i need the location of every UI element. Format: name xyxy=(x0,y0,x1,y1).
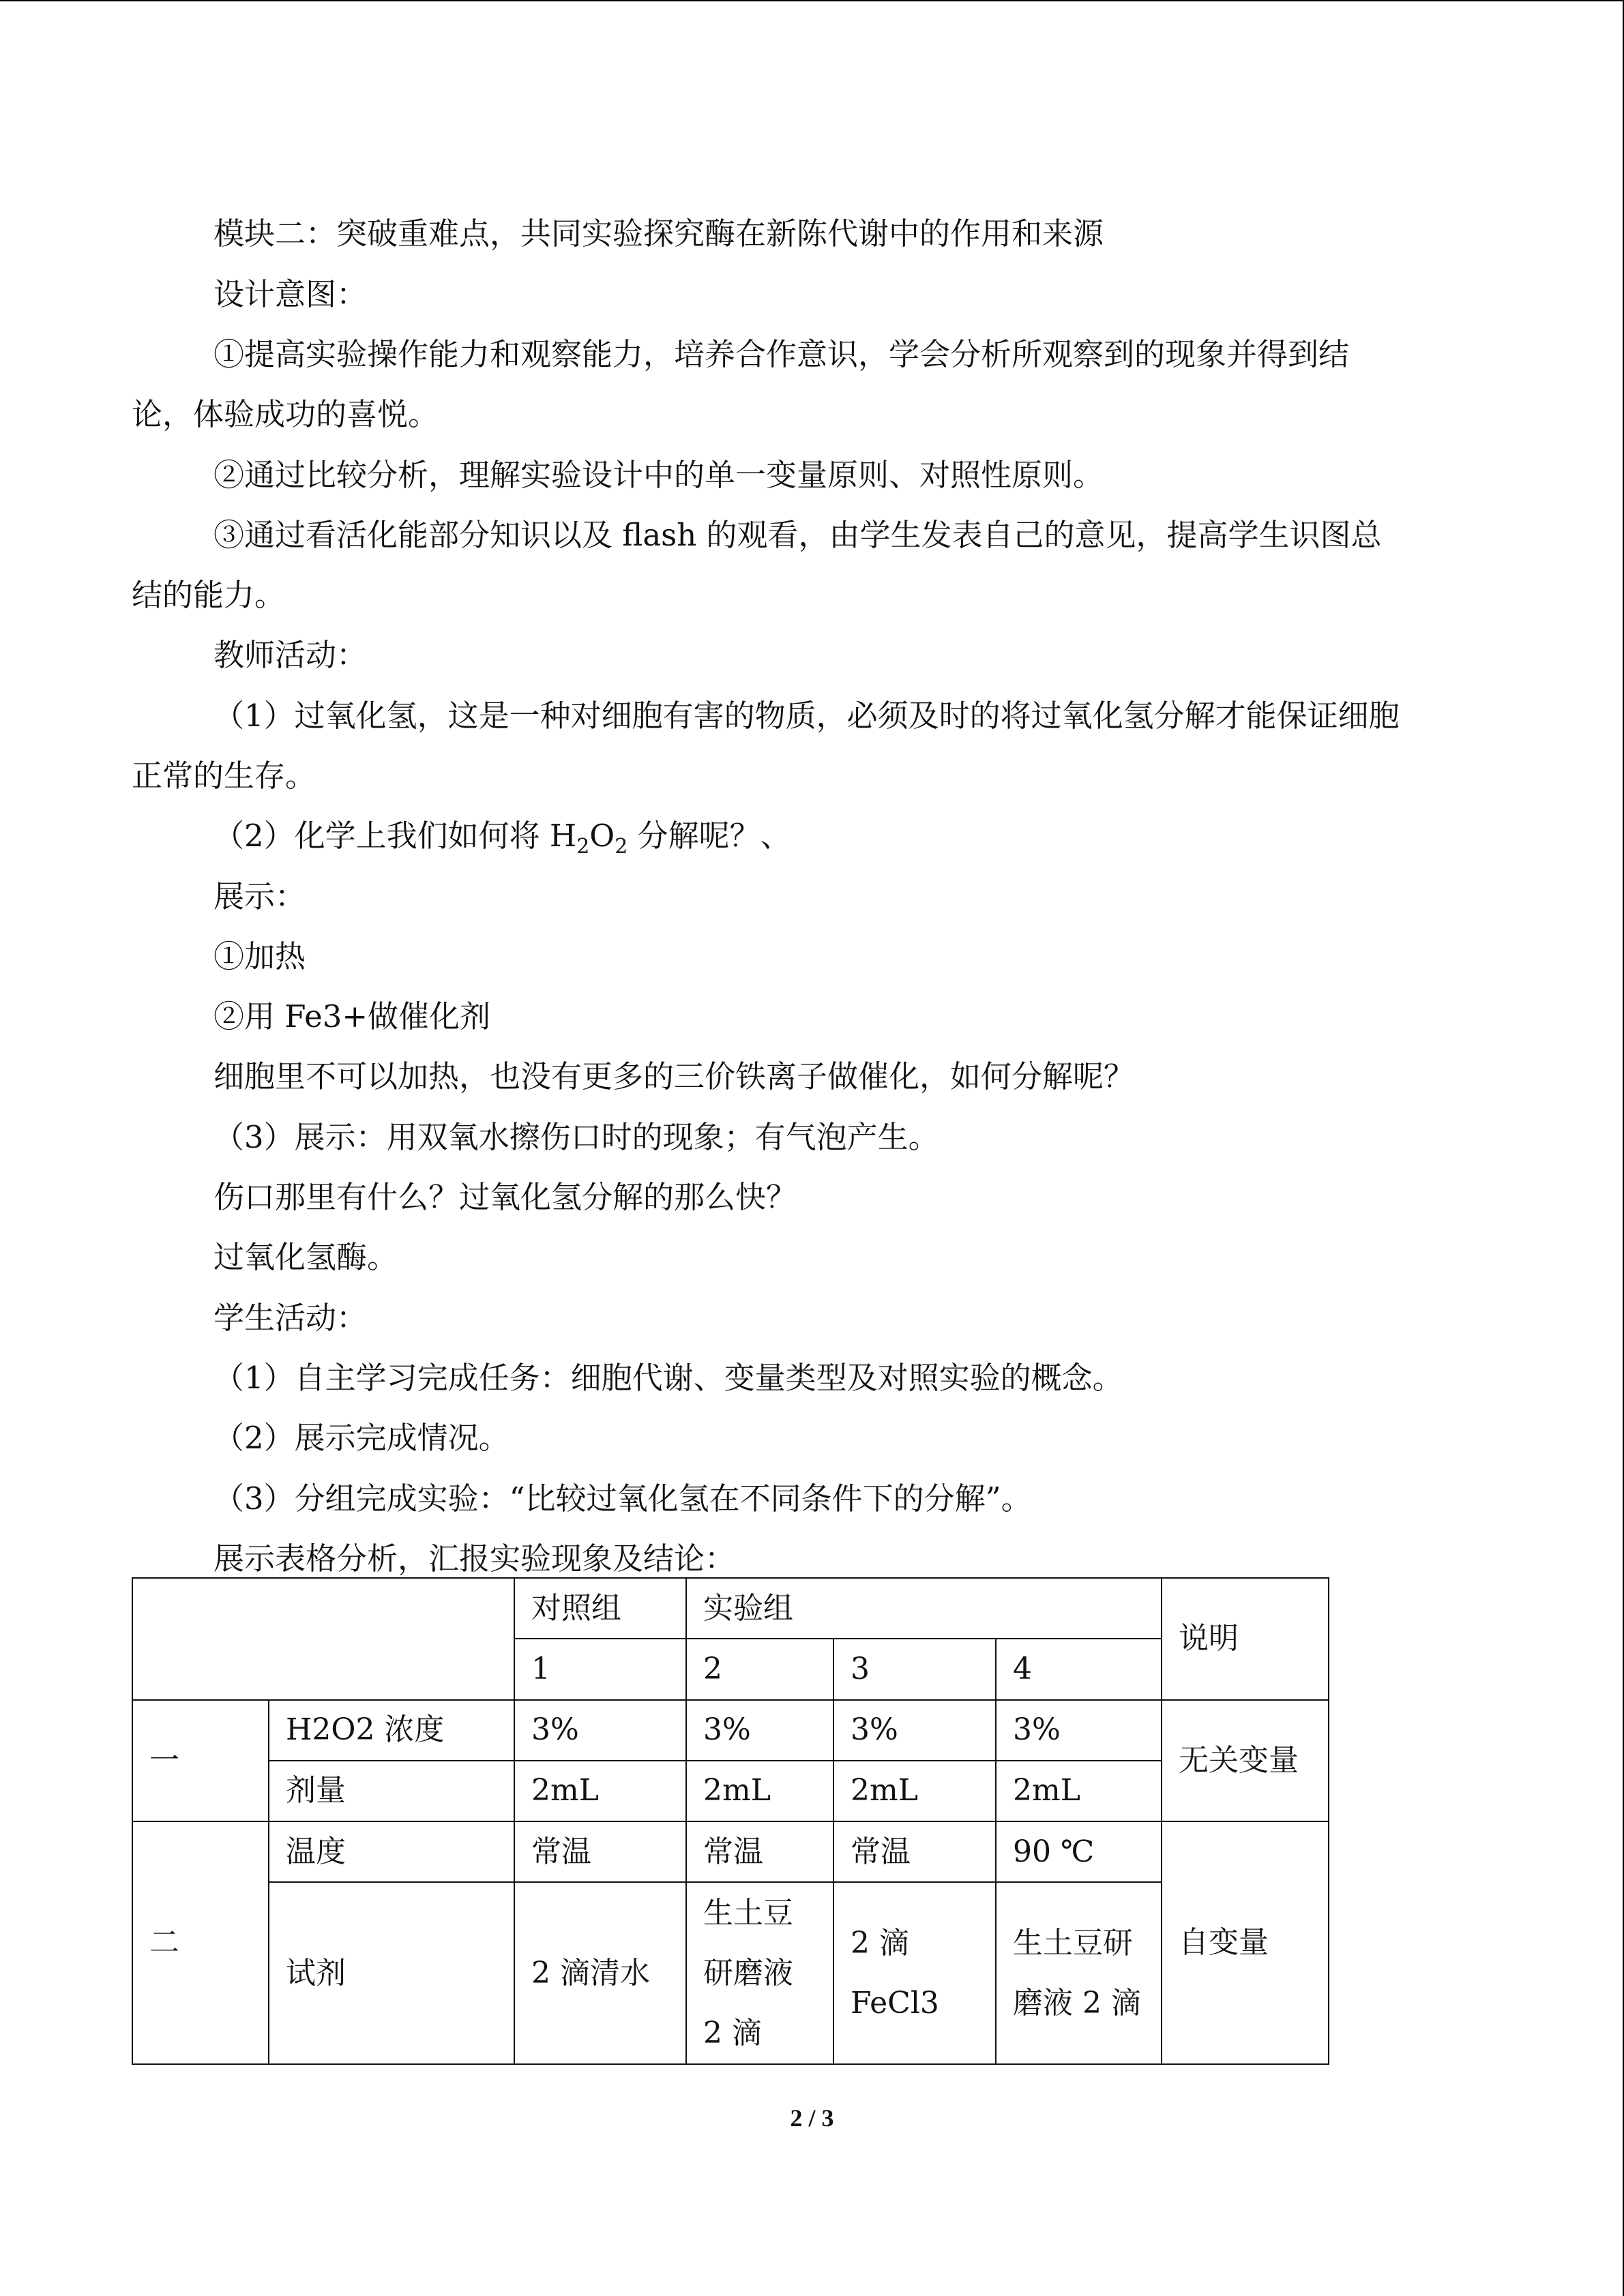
table-header-row-1 xyxy=(132,1578,1329,1639)
wound-question: 伤口那里有什么？过氧化氢分解的那么快？ xyxy=(213,1179,797,1215)
cell-question: 细胞里不可以加热，也没有更多的三价铁离子做催化，如何分解呢？ xyxy=(213,1058,1135,1094)
table-cell: 3% xyxy=(686,1700,833,1761)
table-cell: 常温 xyxy=(514,1821,686,1882)
table-row xyxy=(132,1821,1329,1882)
teacher-1-line1: （1）过氧化氢，这是一种对细胞有害的物质，必须及时的将过氧化氢分解才能保证细胞 xyxy=(213,698,1400,734)
teacher-3: （3）展示：用双氧水擦伤口时的现象；有气泡产生。 xyxy=(213,1119,939,1155)
note-cell: 自变量 xyxy=(1162,1821,1329,2064)
table-row xyxy=(132,1700,1329,1761)
table-cell: 2 滴 FeCl3 xyxy=(833,1882,996,2064)
row-label: 温度 xyxy=(269,1821,514,1882)
table-cell: 3% xyxy=(514,1700,686,1761)
show-item-1: ①加热 xyxy=(213,938,306,974)
tube-number: 1 xyxy=(514,1639,686,1699)
module-title: 模块二：突破重难点，共同实验探究酶在新陈代谢中的作用和来源 xyxy=(213,215,1104,252)
table-cell: 3% xyxy=(996,1700,1162,1761)
row-label: H2O2 浓度 xyxy=(269,1700,514,1761)
table-row xyxy=(132,1882,1329,2064)
table-cell: 2mL xyxy=(996,1761,1162,1821)
teacher-1-line2: 正常的生存。 xyxy=(132,758,316,794)
intent-1-line2: 论，体验成功的喜悦。 xyxy=(132,396,439,432)
student-activity-heading: 学生活动： xyxy=(213,1300,368,1336)
section-label: 二 xyxy=(132,1821,269,2064)
intent-2: ②通过比较分析，理解实验设计中的单一变量原则、对照性原则。 xyxy=(213,457,1104,493)
experiment-group-header: 实验组 xyxy=(686,1578,1162,1639)
student-1: （1）自主学习完成任务：细胞代谢、变量类型及对照实验的概念。 xyxy=(213,1360,1123,1396)
show-item-2: ②用 Fe3+做催化剂 xyxy=(213,998,491,1034)
row-label: 剂量 xyxy=(269,1761,514,1821)
table-cell: 常温 xyxy=(833,1821,996,1882)
teacher-activity-heading: 教师活动： xyxy=(213,637,368,673)
show-heading: 展示： xyxy=(213,878,306,914)
intent-1-line1: ①提高实验操作能力和观察能力，培养合作意识，学会分析所观察到的现象并得到结 xyxy=(213,336,1350,372)
table-row xyxy=(132,1761,1329,1821)
design-intent-heading: 设计意图： xyxy=(213,276,368,312)
section-label: 一 xyxy=(132,1700,269,1822)
student-2: （2）展示完成情况。 xyxy=(213,1420,510,1456)
table-cell: 2mL xyxy=(833,1761,996,1821)
table-cell: 2mL xyxy=(686,1761,833,1821)
table-cell: 常温 xyxy=(686,1821,833,1882)
tube-number: 2 xyxy=(686,1639,833,1699)
teacher-2: （2）化学上我们如何将 $H_2O_2$ 分解呢？、 xyxy=(213,818,791,859)
table-cell: 3% xyxy=(833,1700,996,1761)
intent-3-line2: 结的能力。 xyxy=(132,577,286,613)
note-header: 说明 xyxy=(1162,1578,1329,1700)
tube-number: 3 xyxy=(833,1639,996,1699)
table-cell: 2 滴清水 xyxy=(514,1882,686,2064)
intent-3-line1: ③通过看活化能部分知识以及 flash 的观看，由学生发表自己的意见，提高学生识图总 xyxy=(213,517,1382,553)
table-cell: 生土豆研 磨液 2 滴 xyxy=(996,1882,1162,2064)
table-intro: 展示表格分析，汇报实验现象及结论： xyxy=(213,1540,736,1577)
table-cell: 生土豆 研磨液 2 滴 xyxy=(686,1882,833,2064)
row-label: 试剂 xyxy=(269,1882,514,2064)
table-cell: 2mL xyxy=(514,1761,686,1821)
table-corner-cell xyxy=(132,1578,514,1700)
note-cell: 无关变量 xyxy=(1162,1700,1329,1822)
page-number: 2 / 3 xyxy=(790,2104,834,2132)
catalase-answer: 过氧化氢酶。 xyxy=(213,1239,398,1275)
tube-number: 4 xyxy=(996,1639,1162,1699)
student-3: （3）分组完成实验：“比较过氧化氢在不同条件下的分解”。 xyxy=(213,1480,1032,1517)
experiment-table xyxy=(132,1577,1329,2065)
table-cell: 90 ℃ xyxy=(996,1821,1162,1882)
control-group-header: 对照组 xyxy=(514,1578,686,1639)
